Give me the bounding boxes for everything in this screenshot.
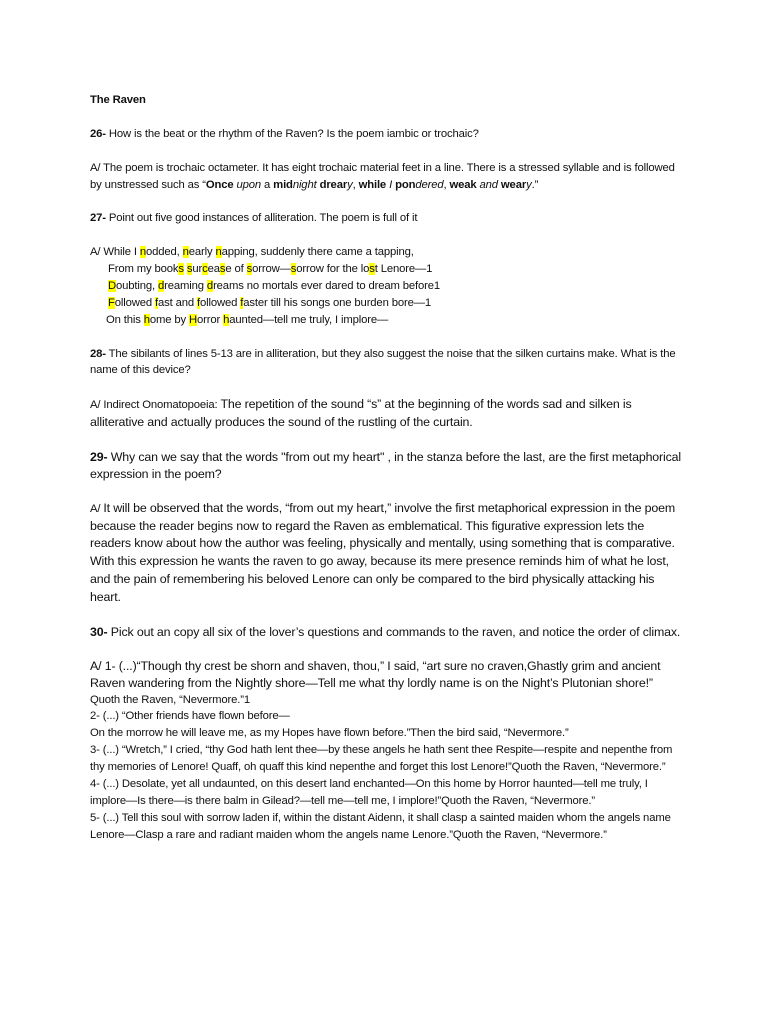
ex-punct: , xyxy=(443,178,450,191)
ex-word: a xyxy=(261,178,274,191)
answer-30-item-1-quoth: Quoth the Raven, “Nevermore.”1 xyxy=(90,693,251,706)
poem-text: apping, suddenly there came a tapping, xyxy=(221,246,414,259)
question-29 xyxy=(90,449,682,483)
poem-text: reaming xyxy=(164,279,207,292)
poem-text: t Lenore—1 xyxy=(374,263,433,275)
document-title: The Raven xyxy=(90,94,146,106)
answer-29 xyxy=(90,500,682,607)
ex-word: y xyxy=(526,178,532,191)
poem-text: orror xyxy=(197,313,224,326)
ex-word: weak xyxy=(449,178,477,191)
poem-text: ur xyxy=(192,263,203,275)
answer-30-item-2b: On the morrow he will leave me, as my Hopes have flown before.”Then the bird said, “Nevermore.” xyxy=(90,727,569,740)
question-number: 29- xyxy=(90,449,108,464)
question-text: Why can we say that the words "from out my heart" , in the stanza before the last, are the first metaphorical expression in the poem? xyxy=(90,449,682,481)
ex-word: night xyxy=(292,178,317,191)
answer-label: A/ Indirect Onomatopoeia: xyxy=(90,399,221,412)
highlight: F xyxy=(108,296,115,309)
answer-28 xyxy=(90,396,682,432)
question-27 xyxy=(90,210,682,227)
highlight: f xyxy=(155,296,159,309)
poem-text: aunted—tell me truly, I implore— xyxy=(229,313,389,326)
poem-line-5 xyxy=(90,312,682,329)
poem-text: reams no mortals ever dared to dream before1 xyxy=(213,279,441,292)
answer-text: A/ The poem is trochaic octameter. It has eight trochaic material feet in a line. There is a stressed syllable and is followed by unstressed such as “ xyxy=(90,161,675,191)
highlight: s xyxy=(369,263,375,275)
ex-word: pon xyxy=(395,178,416,191)
highlight: D xyxy=(108,279,117,292)
ex-word: y xyxy=(347,178,353,191)
highlight: s xyxy=(219,263,226,275)
answer-text: It will be observed that the words, “from out my heart,” involve the first metaphorical expression in the poem because the reader begins now to regard the Raven as emblematical. This figurative expression lets the readers know about how the author was feeling, physically and mentally, using something that is comparative. With this expression he wants the raven to go away, because its mere presence reminds him of what he lost, and the pain of remembering his beloved Lenore can only be compared to the bird physically attacking his heart. xyxy=(90,500,676,605)
highlight: s xyxy=(290,263,297,275)
poem-text: ome by xyxy=(149,313,190,326)
poem-text: orrow for the lo xyxy=(296,263,370,275)
poem-text: oubting, xyxy=(116,279,159,292)
answer-30-item-3: 3- (...) “Wretch,” I cried, “thy God hath lent thee—by these angels he hath sent thee Respite—respite and nepenthe from thy memories of Lenore! Quaff, oh quaff this kind nepenthe and forget this lost Lenore!”Quoth the Raven, “Nevermore.” xyxy=(90,744,673,774)
highlight: f xyxy=(197,296,201,309)
answer-30-item-1: A/ 1- (...)“Though thy crest be shorn and shaven, thou,” I said, “art sure no craven,Ghastly grim and ancient Raven wandering from the Nightly shore—Tell me what thy lordly name is on the Night’s Plutonian shore!” xyxy=(90,658,661,690)
poem-line-4 xyxy=(90,295,682,312)
highlight: n xyxy=(182,246,189,259)
poem-text: ast and xyxy=(158,296,198,309)
question-text: How is the beat or the rhythm of the Raven? Is the poem iambic or trochaic? xyxy=(105,127,479,140)
ex-word: upon xyxy=(236,178,262,191)
poem-text: orrow— xyxy=(252,263,291,275)
poem-line-1 xyxy=(90,244,682,261)
ex-word: mid xyxy=(273,178,293,191)
poem-line-3 xyxy=(90,278,682,295)
ex-word: I xyxy=(389,178,393,191)
highlight: s xyxy=(186,263,193,275)
question-number: 27- xyxy=(90,212,106,225)
ex-punct: , xyxy=(352,178,359,191)
ex-word: wear xyxy=(500,178,527,191)
question-30 xyxy=(90,624,682,641)
question-28 xyxy=(90,346,682,380)
highlight: d xyxy=(158,279,165,292)
highlight: H xyxy=(189,313,198,326)
ex-word: and xyxy=(479,178,498,191)
question-text: The sibilants of lines 5-13 are in alliteration, but they also suggest the noise that the silken curtains make. What is the name of this device? xyxy=(90,347,676,377)
ex-word: Once xyxy=(205,178,234,191)
poem-text: A/ While I xyxy=(90,246,140,259)
poem-text: e of xyxy=(225,263,247,275)
poem-text: ollowed xyxy=(114,296,156,309)
highlight: n xyxy=(215,246,222,259)
document-body xyxy=(90,92,682,844)
ex-word: dered xyxy=(415,178,444,191)
ex-word: drear xyxy=(319,178,348,191)
question-number: 26- xyxy=(90,127,106,140)
answer-text: The repetition of the sound “s” at the beginning of the words sad and silken is alliterative and actually produces the sound of the rustling of the curtain. xyxy=(90,397,632,430)
highlight: c xyxy=(202,263,208,275)
highlight: d xyxy=(206,279,214,292)
answer-30-item-5: 5- (...) Tell this soul with sorrow laden if, within the distant Aidenn, it shall clasp a sainted maiden whom the angels name Lenore—Clasp a rare and radiant maiden whom the angels name Lenore.”Quoth the Raven, “Nevermore.” xyxy=(90,811,671,841)
answer-label: A/ xyxy=(90,502,104,515)
poem-text: From my book xyxy=(108,263,179,275)
question-text: Point out five good instances of alliteration. The poem is full of it xyxy=(105,212,418,225)
answer-30-item-2: 2- (...) “Other friends have flown before— xyxy=(90,710,290,723)
question-number: 28- xyxy=(90,347,106,360)
highlight: f xyxy=(240,296,244,309)
poem-text: ea xyxy=(207,263,220,275)
poem-text: On this xyxy=(106,313,144,326)
question-number: 30- xyxy=(90,624,108,639)
highlight: s xyxy=(246,263,253,275)
answer-26 xyxy=(90,160,682,194)
highlight: n xyxy=(139,246,146,259)
poem-text: ollowed xyxy=(200,296,241,309)
answer-30-item-4: 4- (...) Desolate, yet all undaunted, on this desert land enchanted—On this home by Horror haunted—tell me truly, I implore—Is there—is there balm in Gilead?—tell me—tell me, I implore!”Quoth the Raven, “Nevermore.” xyxy=(90,778,648,807)
question-26 xyxy=(90,126,682,143)
highlight: s xyxy=(178,263,184,275)
ex-word: while xyxy=(358,178,387,191)
highlight: h xyxy=(143,313,150,326)
ex-punct: .” xyxy=(531,178,539,191)
poem-text: odded, xyxy=(145,246,183,259)
poem-text: aster till his songs one burden bore—1 xyxy=(243,296,431,309)
question-text: Pick out an copy all six of the lover’s questions and commands to the raven, and notice the order of climax. xyxy=(107,624,681,639)
poem-excerpt xyxy=(90,244,682,329)
poem-text: early xyxy=(188,246,216,259)
poem-line-2 xyxy=(90,261,682,278)
highlight: h xyxy=(223,313,230,326)
